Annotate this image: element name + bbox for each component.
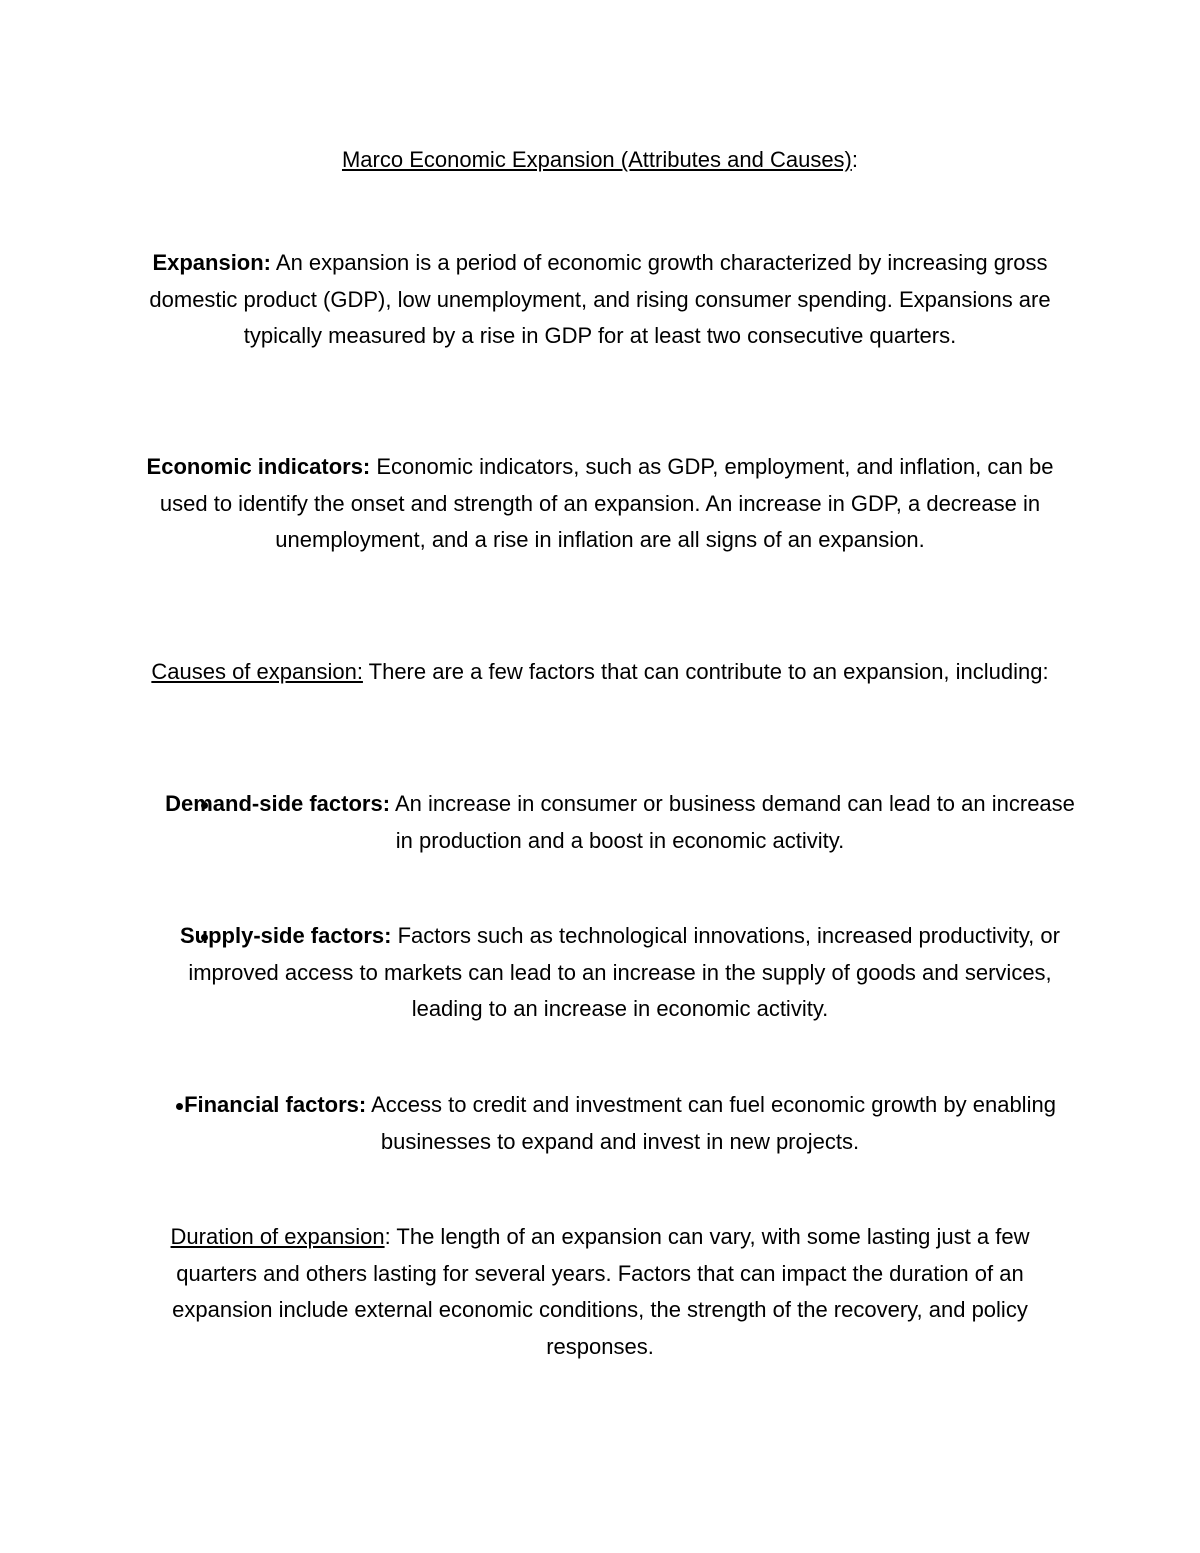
document-title — [140, 142, 1060, 179]
bullet-text: Factors such as technological innovations, increased productivity, or improved access to markets can lead to an increase in the supply of goods and services, leading to an increase in economic activity. — [188, 923, 1060, 1021]
bullet-financial — [160, 1087, 1080, 1160]
causes-label: Causes of expansion: — [151, 659, 363, 684]
expansion-paragraph — [140, 245, 1060, 355]
bullet-label: Financial factors: — [184, 1092, 367, 1117]
causes-paragraph — [140, 654, 1060, 691]
bullet-label: Supply-side factors: — [180, 923, 392, 948]
indicators-text: Economic indicators, such as GDP, employment, and inflation, can be used to identify the onset and strength of an expansion. An increase in GDP, a decrease in unemployment, and a rise in inflation are all signs of an expansion. — [159, 454, 1054, 552]
bullet-demand-side — [160, 786, 1080, 859]
expansion-text: An expansion is a period of economic growth characterized by increasing gross domestic product (GDP), low unemployment, and rising consumer spending. Expansions are typically measured by a rise in GDP for at least two consecutive quarters. — [149, 250, 1051, 348]
indicators-label: Economic indicators: — [146, 454, 371, 479]
duration-label: Duration of expansion — [170, 1224, 385, 1249]
title-suffix: : — [851, 147, 859, 172]
duration-paragraph — [140, 1219, 1060, 1365]
causes-text: There are a few factors that can contribute to an expansion, including: — [362, 659, 1049, 684]
bullet-text: An increase in consumer or business demand can lead to an increase in production and a boost in economic activity. — [390, 791, 1075, 853]
indicators-paragraph — [140, 449, 1060, 559]
bullet-text: Access to credit and investment can fuel economic growth by enabling businesses to expand and invest in new projects. — [366, 1092, 1056, 1154]
title-text: Marco Economic Expansion (Attributes and Causes) — [341, 147, 852, 172]
duration-text: : The length of an expansion can vary, with some lasting just a few quarters and others lasting for several years. Factors that can impact the duration of an expansion include external economic conditions, the strength of the recovery, and policy responses. — [172, 1224, 1030, 1359]
bullet-supply-side — [160, 918, 1080, 1028]
expansion-label: Expansion: — [152, 250, 272, 275]
bullet-label: Demand-side factors: — [165, 791, 391, 816]
